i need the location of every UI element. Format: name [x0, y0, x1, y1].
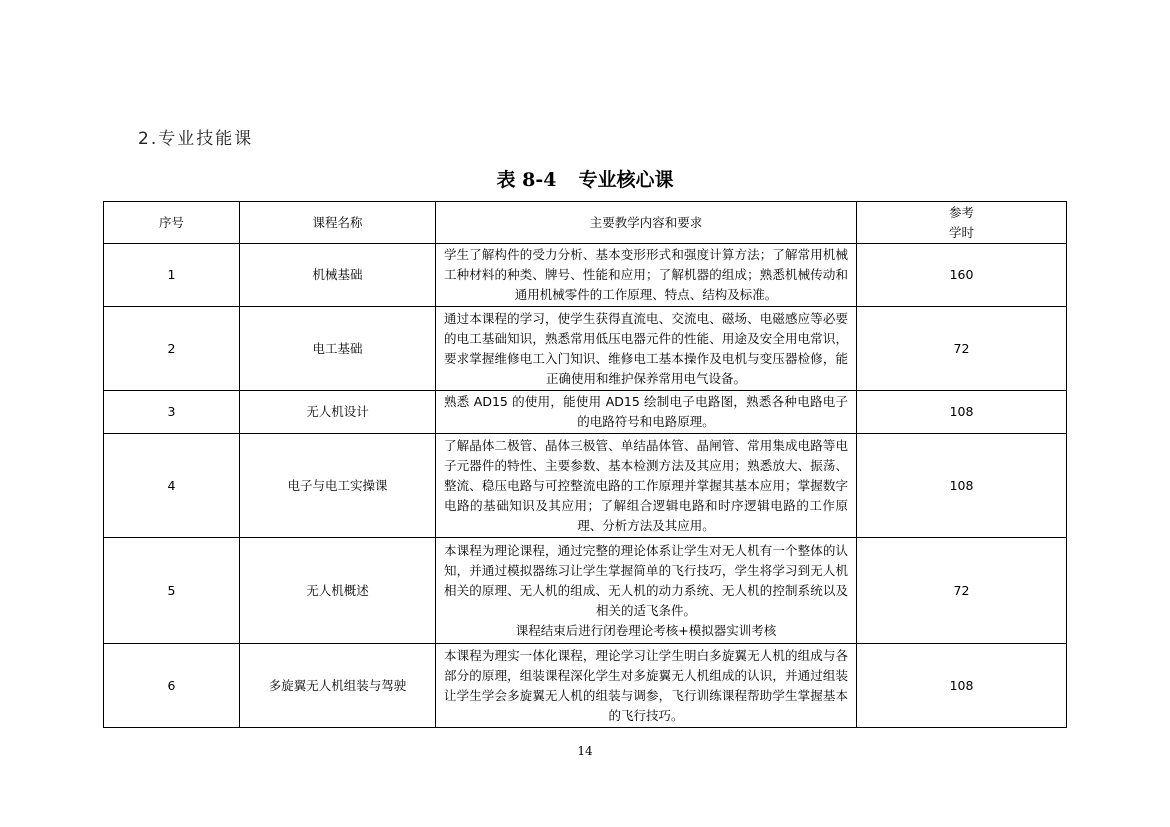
cell-hours: 108 — [857, 644, 1067, 728]
header-seq: 序号 — [104, 202, 240, 244]
table-row — [104, 244, 1067, 307]
section-heading: 2.专业技能课 — [138, 129, 254, 149]
cell-content: 通过本课程的学习，使学生获得直流电、交流电、磁场、电磁感应等必要的电工基础知识，熟悉常用低压电器元件的性能、用途及安全用电常识，要求掌握维修电工入门知识、维修电工基本操作及电机与变压器检修，能正确使用和维护保养常用电气设备。 — [436, 307, 857, 391]
cell-course-name: 电子与电工实操课 — [240, 434, 436, 538]
header-content: 主要教学内容和要求 — [436, 202, 857, 244]
cell-hours: 160 — [857, 244, 1067, 307]
page-number: 14 — [577, 744, 593, 758]
cell-seq: 1 — [104, 244, 240, 307]
table-row — [104, 644, 1067, 728]
table-title-label: 表 8-4 — [496, 169, 557, 191]
cell-hours: 108 — [857, 391, 1067, 434]
table-row — [104, 307, 1067, 391]
cell-hours: 72 — [857, 307, 1067, 391]
cell-hours: 108 — [857, 434, 1067, 538]
cell-content: 熟悉 AD15 的使用，能使用 AD15 绘制电子电路图，熟悉各种电路电子的电路符号和电路原理。 — [436, 391, 857, 434]
cell-content-text: 本课程为理论课程，通过完整的理论体系让学生对无人机有一个整体的认知，并通过模拟器练习让学生掌握简单的飞行技巧，学生将学习到无人机相关的原理、无人机的组成、无人机的动力系统、无人机的控制系统以及相关的适飞条件。 — [444, 542, 848, 618]
cell-content — [436, 538, 857, 644]
header-hours-line2: 学时 — [948, 224, 974, 240]
table-row — [104, 538, 1067, 644]
cell-course-name: 多旋翼无人机组装与驾驶 — [240, 644, 436, 728]
header-course-name: 课程名称 — [240, 202, 436, 244]
header-hours — [857, 202, 1067, 244]
header-hours-line1: 参考 — [948, 204, 974, 220]
table-title — [0, 165, 1170, 192]
cell-content: 本课程为理实一体化课程，理论学习让学生明白多旋翼无人机的组成与各部分的原理，组装课程深化学生对多旋翼无人机组成的认识，并通过组装让学生学会多旋翼无人机的组装与调参，飞行训练课程帮助学生掌握基本的飞行技巧。 — [436, 644, 857, 728]
course-table — [103, 201, 1067, 728]
table-row — [104, 434, 1067, 538]
cell-course-name: 机械基础 — [240, 244, 436, 307]
cell-content: 了解晶体二极管、晶体三极管、单结晶体管、晶闸管、常用集成电路等电子元器件的特性、主要参数、基本检测方法及其应用；熟悉放大、振荡、整流、稳压电路与可控整流电路的工作原理并掌握其基本应用；掌握数字电路的基础知识及其应用；了解组合逻辑电路和时序逻辑电路的工作原理、分析方法及其应用。 — [436, 434, 857, 538]
cell-seq: 6 — [104, 644, 240, 728]
cell-course-name: 无人机概述 — [240, 538, 436, 644]
table-title-name: 专业核心课 — [578, 169, 674, 191]
table-row — [104, 391, 1067, 434]
cell-course-name: 无人机设计 — [240, 391, 436, 434]
cell-seq: 4 — [104, 434, 240, 538]
cell-hours: 72 — [857, 538, 1067, 644]
cell-seq: 2 — [104, 307, 240, 391]
cell-seq: 3 — [104, 391, 240, 434]
cell-content-note: 课程结束后进行闭卷理论考核+模拟器实训考核 — [515, 622, 777, 638]
cell-seq: 5 — [104, 538, 240, 644]
cell-course-name: 电工基础 — [240, 307, 436, 391]
cell-content: 学生了解构件的受力分析、基本变形形式和强度计算方法；了解常用机械工种材料的种类、牌号、性能和应用；了解机器的组成；熟悉机械传动和通用机械零件的工作原理、特点、结构及标准。 — [436, 244, 857, 307]
table-header-row — [104, 202, 1067, 244]
